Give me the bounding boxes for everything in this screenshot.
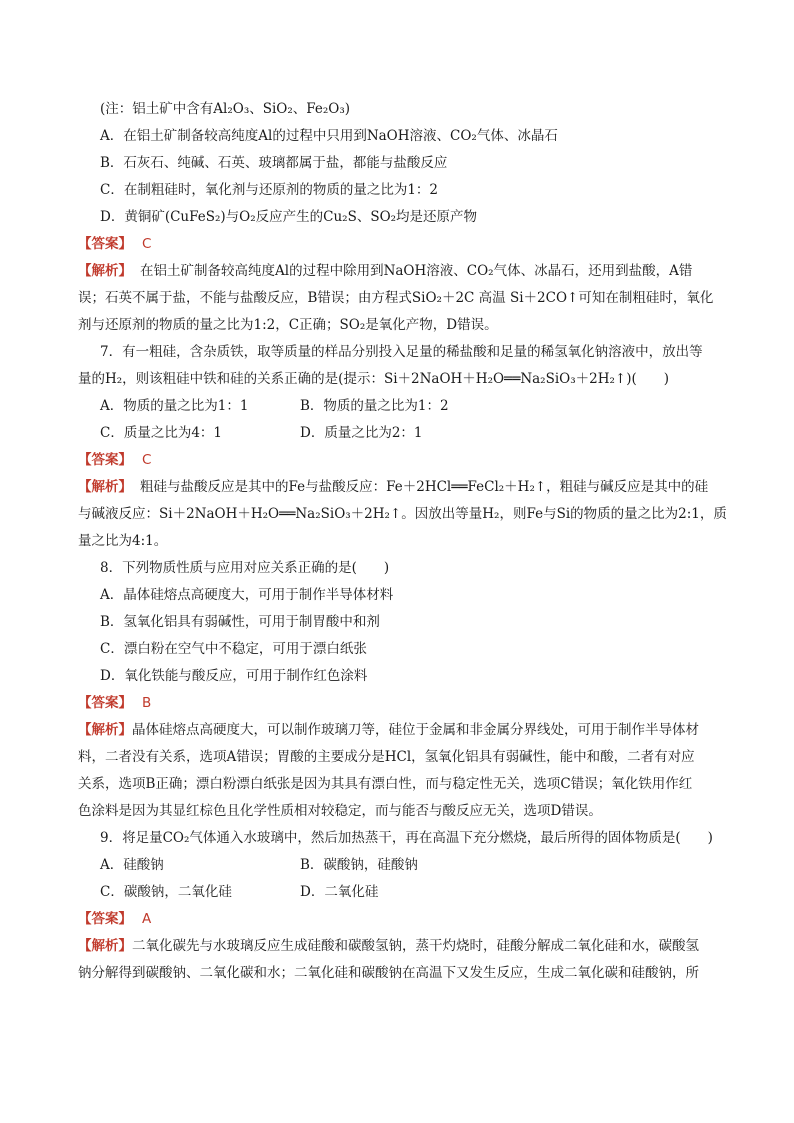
q8-explanation-line-1 (78, 717, 718, 744)
page-content (78, 96, 727, 987)
explanation-label: 【解析】 (78, 479, 132, 495)
q9-answer-row (78, 906, 718, 933)
q7-stem-line-2: 量的H₂，则该粗硅中铁和硅的关系正确的是(提示：Si＋2NaOH＋H₂O══Na₂SiO₃＋2H₂↑)( ) (78, 371, 670, 387)
answer-value: C (142, 452, 152, 468)
answer-value: C (142, 236, 152, 252)
q9-options-row-1 (78, 852, 718, 879)
q8-explanation-line-2: 料，二者没有关系，选项A错误；胃酸的主要成分是HCl，氢氧化铝具有弱碱性，能中和酸，二者有对应 (78, 749, 695, 765)
q8-stem: 8．下列物质性质与应用对应关系正确的是( ) (100, 560, 390, 576)
answer-label: 【答案】 (78, 236, 132, 252)
q6-explanation-line-1 (78, 258, 718, 285)
q7-stem-line-1: 7．有一粗硅，含杂质铁，取等质量的样品分别投入足量的稀盐酸和足量的稀氢氧化钠溶液中，放出等 (100, 344, 703, 360)
q7-explanation-line-2: 与碱液反应：Si＋2NaOH＋H₂O══Na₂SiO₃＋2H₂↑。因放出等量H₂，则Fe与Si的物质的量之比为2:1，质 (78, 506, 727, 522)
q7-explanation-line-1 (78, 474, 718, 501)
q8-option-c: C．漂白粉在空气中不稳定，可用于漂白纸张 (100, 641, 367, 657)
q8-explanation-line-4: 色涂料是因为其显红棕色且化学性质相对较稳定，而与能否与酸反应无关，选项D错误。 (78, 803, 602, 819)
q7-option-d: D．质量之比为2：1 (300, 425, 423, 441)
q6-note: (注：铝土矿中含有Al₂O₃、SiO₂、Fe₂O₃) (100, 101, 351, 117)
q7-option-b: B．物质的量之比为1：2 (300, 398, 449, 414)
q7-explanation-line-3: 量之比为4:1。 (78, 533, 168, 549)
q7-options-row-2 (78, 420, 718, 447)
q8-option-d: D．氧化铁能与酸反应，可用于制作红色涂料 (100, 668, 368, 684)
q9-option-a: A．硅酸钠 (100, 857, 164, 873)
answer-label: 【答案】 (78, 452, 132, 468)
q7-option-a: A．物质的量之比为1：1 (100, 398, 249, 414)
explanation-label: 【解析】 (78, 938, 132, 954)
answer-value: B (142, 695, 152, 711)
q7-option-c: C．质量之比为4：1 (100, 425, 223, 441)
q8-option-a: A．晶体硅熔点高硬度大，可用于制作半导体材料 (100, 587, 394, 603)
q9-option-b: B．碳酸钠，硅酸钠 (300, 857, 418, 873)
q8-answer-row (78, 690, 718, 717)
explanation-label: 【解析】 (78, 263, 132, 279)
q8-option-b: B．氢氧化铝具有弱碱性，可用于制胃酸中和剂 (100, 614, 380, 630)
answer-value: A (142, 911, 152, 927)
q6-answer-row (78, 231, 718, 258)
explanation-text: 二氧化碳先与水玻璃反应生成硅酸和碳酸氢钠，蒸干灼烧时，硅酸分解成二氧化硅和水，碳酸氢 (132, 938, 699, 954)
q6-option-b: B．石灰石、纯碱、石英、玻璃都属于盐，都能与盐酸反应 (100, 155, 448, 171)
q8-explanation-line-3: 关系，选项B正确；漂白粉漂白纸张是因为其具有漂白性，而与稳定性无关，选项C错误；氧化铁用作红 (78, 776, 693, 792)
explanation-text: 粗硅与盐酸反应是其中的Fe与盐酸反应：Fe＋2HCl══FeCl₂＋H₂↑，粗硅与碱反应是其中的硅 (140, 479, 709, 495)
explanation-label: 【解析】 (78, 722, 132, 738)
q6-option-c: C．在制粗硅时，氧化剂与还原剂的物质的量之比为1：2 (100, 182, 439, 198)
q7-options-row-1 (78, 393, 718, 420)
q7-answer-row (78, 447, 718, 474)
answer-label: 【答案】 (78, 911, 132, 927)
q9-option-c: C．碳酸钠，二氧化硅 (100, 884, 232, 900)
q9-stem: 9．将足量CO₂气体通入水玻璃中，然后加热蒸干，再在高温下充分燃烧，最后所得的固体物质是( ) (100, 830, 713, 846)
q6-option-a: A．在铝土矿制备较高纯度Al的过程中只用到NaOH溶液、CO₂气体、冰晶石 (100, 128, 558, 144)
q6-explanation-line-3: 剂与还原剂的物质的量之比为1:2，C正确；SO₂是氧化产物，D错误。 (78, 317, 498, 333)
answer-label: 【答案】 (78, 695, 132, 711)
q9-option-d: D．二氧化硅 (300, 884, 379, 900)
q9-explanation-line-2: 钠分解得到碳酸钠、二氧化碳和水；二氧化硅和碳酸钠在高温下又发生反应，生成二氧化碳和硅酸钠，所 (78, 965, 699, 981)
explanation-text: 在铝土矿制备较高纯度Al的过程中除用到NaOH溶液、CO₂气体、冰晶石，还用到盐酸，A错 (140, 263, 693, 279)
explanation-text: 晶体硅熔点高硬度大，可以制作玻璃刀等，硅位于金属和非金属分界线处，可用于制作半导体材 (132, 722, 699, 738)
q9-explanation-line-1 (78, 933, 718, 960)
q6-option-d: D．黄铜矿(CuFeS₂)与O₂反应产生的Cu₂S、SO₂均是还原产物 (100, 209, 478, 225)
q9-options-row-2 (78, 879, 718, 906)
q6-explanation-line-2: 误；石英不属于盐，不能与盐酸反应，B错误；由方程式SiO₂＋2C 高温 Si＋2CO↑可知在制粗硅时，氧化 (78, 290, 714, 306)
